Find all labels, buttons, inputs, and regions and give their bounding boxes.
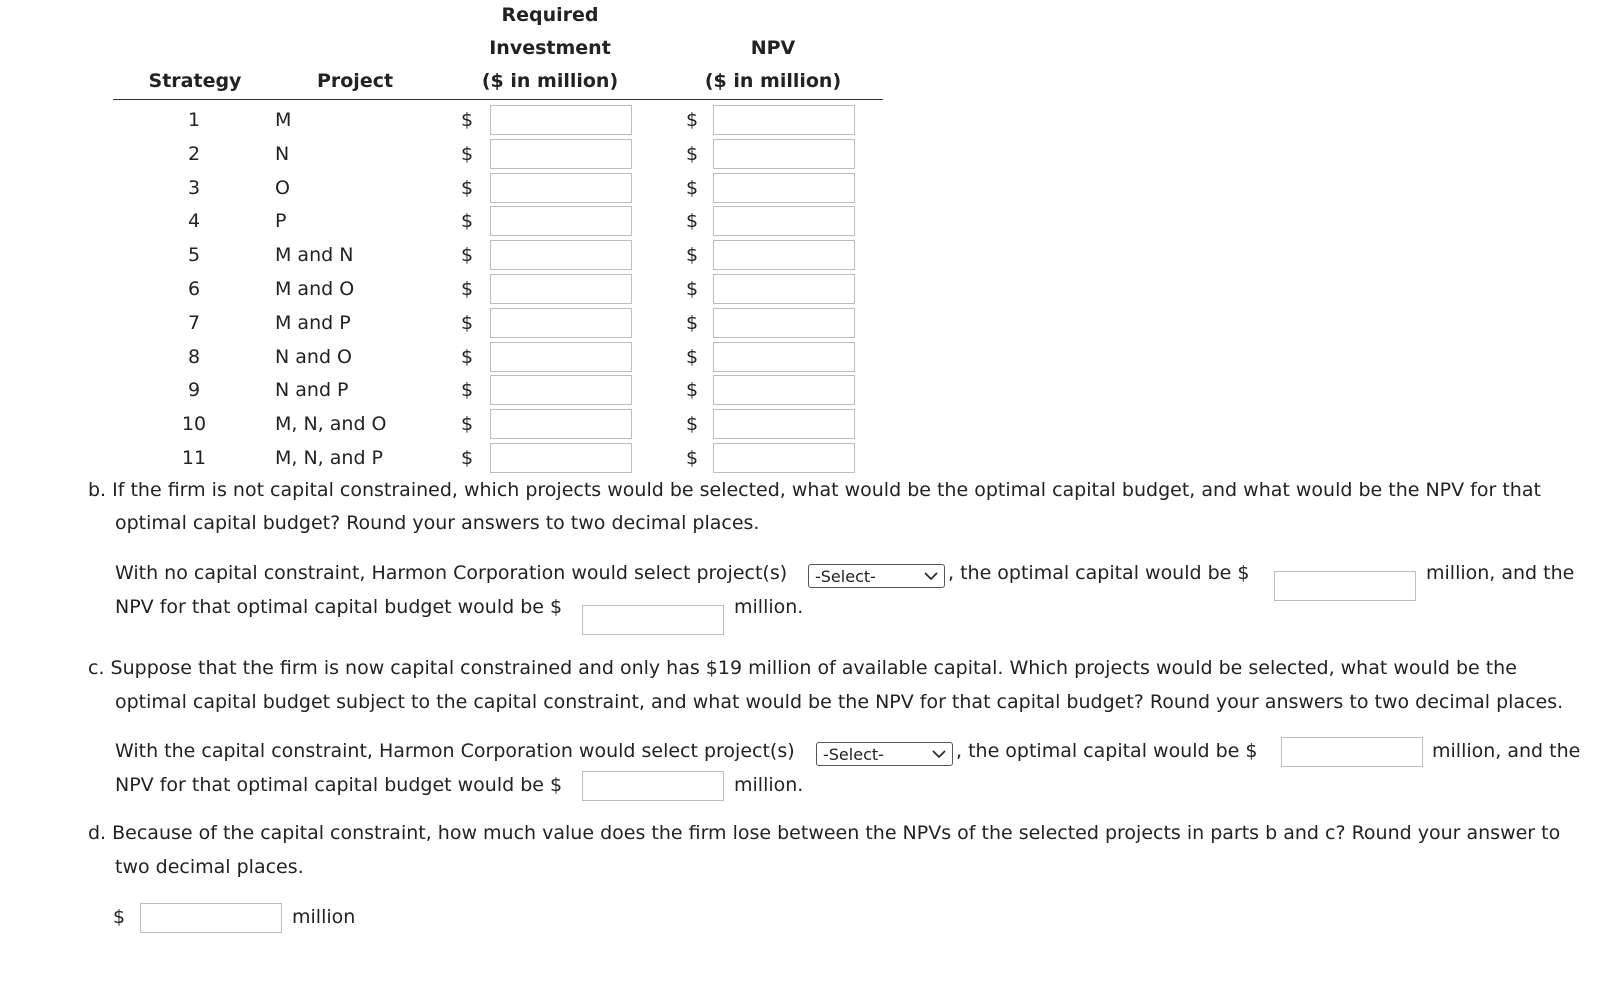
investment-currency: $ [461,210,474,233]
header-divider [113,99,883,100]
investment-currency: $ [461,447,474,469]
npv-input[interactable] [713,274,855,304]
strategy-number: 4 [187,210,201,233]
strategy-number: 8 [187,345,201,368]
project-name: M and N [275,244,354,267]
table-row [0,137,900,170]
part-c-npv-input[interactable] [582,771,724,801]
project-name: O [275,176,290,199]
part-d-unit: million [292,906,356,928]
investment-input[interactable] [490,342,632,372]
npv-currency: $ [686,278,699,300]
investment-currency: $ [461,176,474,199]
project-name: N and P [275,379,349,402]
chevron-down-icon [932,750,946,759]
npv-input[interactable] [713,409,855,439]
part-c-project-select[interactable] [816,742,953,766]
npv-currency: $ [686,142,699,165]
part-d-currency: $ [113,906,126,928]
investment-input[interactable] [490,173,632,203]
investment-input[interactable] [490,139,632,169]
investment-input[interactable] [490,105,632,135]
table-row [0,340,900,373]
header-npv-line2: ($ in million) [704,70,842,92]
part-c-answer-post: million, and the [1432,740,1581,762]
investment-currency: $ [461,109,474,131]
npv-currency: $ [686,176,699,199]
npv-currency: $ [686,379,699,402]
investment-input[interactable] [490,206,632,236]
table-row [0,204,900,237]
investment-currency: $ [461,142,474,165]
header-project: Project [316,70,394,92]
npv-currency: $ [686,447,699,469]
table-row [0,441,900,474]
part-c-answer-line2-pre: NPV for that optimal capital budget would be $ [115,774,563,796]
part-c-select-value: -Select- [823,745,884,764]
strategy-number: 11 [181,447,207,469]
project-name: M, N, and P [275,447,384,469]
header-npv-line1: NPV [750,37,796,59]
npv-input[interactable] [713,308,855,338]
part-b-answer-pre: With no capital constraint, Harmon Corporation would select project(s) [115,562,788,584]
table-row [0,272,900,305]
header-investment-line3: ($ in million) [481,70,619,92]
investment-currency: $ [461,278,474,300]
part-d-question-line1: d. Because of the capital constraint, how much value does the firm lose between the NPVs of the selected projects in parts b and c? Round your answer to [88,822,1561,844]
project-name: N [275,142,290,165]
investment-currency: $ [461,311,474,334]
npv-input[interactable] [713,173,855,203]
strategy-number: 6 [187,278,201,300]
project-name: P [275,210,287,233]
investment-input[interactable] [490,274,632,304]
npv-currency: $ [686,345,699,368]
part-b-answer-line2-pre: NPV for that optimal capital budget would be $ [115,596,563,618]
chevron-down-icon [924,572,938,581]
project-name: M, N, and O [275,413,387,436]
npv-currency: $ [686,311,699,334]
strategy-number: 7 [187,311,201,334]
part-b-question-line1: b. If the firm is not capital constrained, which projects would be selected, what would be the optimal capital budget, and what would be the NPV for that [88,479,1541,501]
part-c-question-line2: optimal capital budget subject to the capital constraint, and what would be the NPV for that capital budget? Round your answers to two decimal places. [115,691,1564,713]
table-row [0,171,900,204]
header-investment-line2: Investment [489,37,611,59]
part-c-question-line1: c. Suppose that the firm is now capital constrained and only has $19 million of available capital. Which projects would be selected, what would be the [88,657,1517,679]
npv-input[interactable] [713,443,855,473]
investment-currency: $ [461,379,474,402]
npv-input[interactable] [713,240,855,270]
part-d-value-input[interactable] [140,903,282,933]
part-b-answer-mid: , the optimal capital would be $ [948,562,1250,584]
table-row [0,306,900,339]
project-name: N and O [275,345,352,368]
part-c-answer-mid: , the optimal capital would be $ [956,740,1258,762]
npv-input[interactable] [713,342,855,372]
part-d-question-line2: two decimal places. [115,856,304,878]
part-b-answer-line2-post: million. [734,596,804,618]
npv-input[interactable] [713,206,855,236]
investment-input[interactable] [490,240,632,270]
investment-currency: $ [461,413,474,436]
part-b-npv-input[interactable] [582,605,724,635]
header-investment-line1: Required [501,4,599,26]
part-c-capital-input[interactable] [1281,737,1423,767]
strategy-number: 2 [187,142,201,165]
part-b-project-select[interactable] [808,564,945,588]
strategy-number: 3 [187,176,201,199]
part-c-answer-line2-post: million. [734,774,804,796]
project-name: M and O [275,278,355,300]
strategy-number: 1 [187,109,201,131]
investment-input[interactable] [490,409,632,439]
part-b-select-value: -Select- [815,567,876,586]
investment-currency: $ [461,345,474,368]
npv-currency: $ [686,413,699,436]
part-b-answer-post: million, and the [1426,562,1575,584]
investment-currency: $ [461,244,474,267]
table-row [0,373,900,406]
npv-input[interactable] [713,139,855,169]
project-name: M and P [275,311,351,334]
table-row [0,103,900,136]
npv-currency: $ [686,244,699,267]
table-row [0,238,900,271]
investment-input[interactable] [490,375,632,405]
strategy-number: 9 [187,379,201,402]
npv-currency: $ [686,210,699,233]
part-b-question-line2: optimal capital budget? Round your answers to two decimal places. [115,512,760,534]
table-row [0,407,900,440]
strategy-number: 5 [187,244,201,267]
strategy-number: 10 [181,413,207,436]
npv-input[interactable] [713,105,855,135]
project-name: M [275,109,292,131]
part-b-capital-input[interactable] [1274,571,1416,601]
part-c-answer-pre: With the capital constraint, Harmon Corporation would select project(s) [115,740,795,762]
npv-currency: $ [686,109,699,131]
header-strategy: Strategy [148,70,242,92]
npv-input[interactable] [713,375,855,405]
investment-input[interactable] [490,308,632,338]
investment-input[interactable] [490,443,632,473]
